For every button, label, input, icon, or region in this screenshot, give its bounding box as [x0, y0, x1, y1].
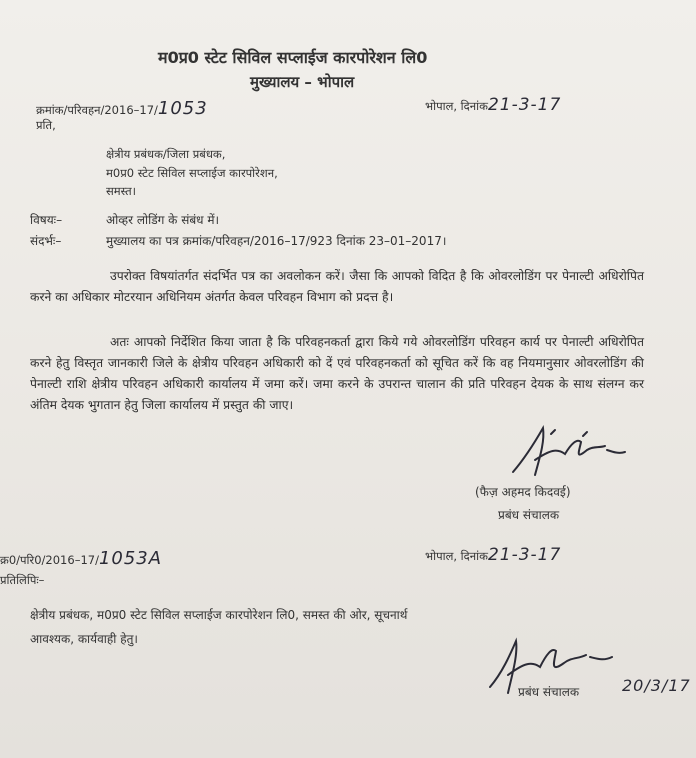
copy-text-line-1: क्षेत्रीय प्रबंधक, म0प्र0 स्टेट सिविल सप्लाईज कारपोरेशन लि0, समस्त की ओर, सूचनार्थ	[30, 608, 408, 622]
prati-label: प्रति,	[36, 118, 56, 132]
letter-reference-number	[36, 98, 208, 119]
reference-text: मुख्यालय का पत्र क्रमांक/परिवहन/2016–17/923 दिनांक 23–01–2017।	[106, 234, 447, 248]
copy-date	[425, 545, 561, 565]
copy-label: प्रतिलिपिः–	[0, 573, 45, 587]
copy-ref-printed: क्र0/परि0/2016–17/	[0, 553, 99, 567]
signatory-title: प्रबंध संचालक	[498, 508, 560, 522]
body-paragraph-1: उपरोक्त विषयांतर्गत संदर्भित पत्र का अवलोकन करें। जैसा कि आपको विदित है कि ओवरलोडिंग पर पेनाल्टी अधिरोपित करने का अधिकार मोटरयान अधिनियम अंतर्गत केवल परिवहन विभाग को प्रदत्त है।	[30, 269, 644, 304]
recipient-line-3: समस्त।	[106, 184, 137, 198]
letter-date	[425, 95, 561, 115]
copy-date-printed: भोपाल, दिनांक	[425, 549, 488, 563]
ref-printed: क्रमांक/परिवहन/2016–17/	[36, 103, 158, 117]
recipient-line-1: क्षेत्रीय प्रबंधक/जिला प्रबंधक,	[106, 147, 226, 161]
handwritten-signature	[495, 420, 645, 490]
body-paragraph-2: अतः आपको निर्देशित किया जाता है कि परिवहनकर्ता द्वारा किये गये ओवरलोडिंग परिवहन कार्य पर पेनाल्टी अधिरोपित करने हेतु विस्तृत जानकारी जिले के क्षेत्रीय परिवहन अधिकारी को दें एवं परिवहनकर्ता को सूचित करें कि वह नियमानुसार ओवरलोडिंग की पेनाल्टी राशि क्षेत्रीय परिवहन अधिकारी कार्यालय में जमा करें। जमा करने के उपरान्त चालान की प्रति परिवहन देयक के साथ संलग्न कर अंतिम देयक भुगतान हेतु जिला कार्यालय में प्रस्तुत की जाए।	[30, 335, 644, 412]
copy-sign-date: 20/3/17	[622, 676, 691, 695]
ref-handwritten: 1053	[157, 98, 208, 119]
reference-label: संदर्भः–	[30, 234, 62, 248]
copy-text-line-2: आवश्यक, कार्यवाही हेतु।	[30, 632, 138, 646]
date-printed: भोपाल, दिनांक	[425, 99, 488, 113]
recipient-line-2: म0प्र0 स्टेट सिविल सप्लाईज कारपोरेशन,	[106, 166, 278, 180]
copy-signatory-title: प्रबंध संचालक	[518, 685, 580, 699]
copy-reference-number	[0, 548, 162, 569]
org-heading: म0प्र0 स्टेट सिविल सप्लाईज कारपोरेशन लि0	[158, 48, 428, 67]
copy-date-handwritten: 21-3-17	[487, 545, 562, 565]
office-heading: मुख्यालय – भोपाल	[250, 73, 355, 91]
subject-text: ओव्हर लोडिंग के संबंध में।	[106, 213, 220, 227]
subject-label: विषयः–	[30, 213, 63, 227]
date-handwritten: 21-3-17	[487, 95, 562, 115]
copy-ref-handwritten: 1053A	[98, 548, 163, 569]
signatory-name: (फैज़ अहमद किदवई)	[475, 485, 571, 499]
